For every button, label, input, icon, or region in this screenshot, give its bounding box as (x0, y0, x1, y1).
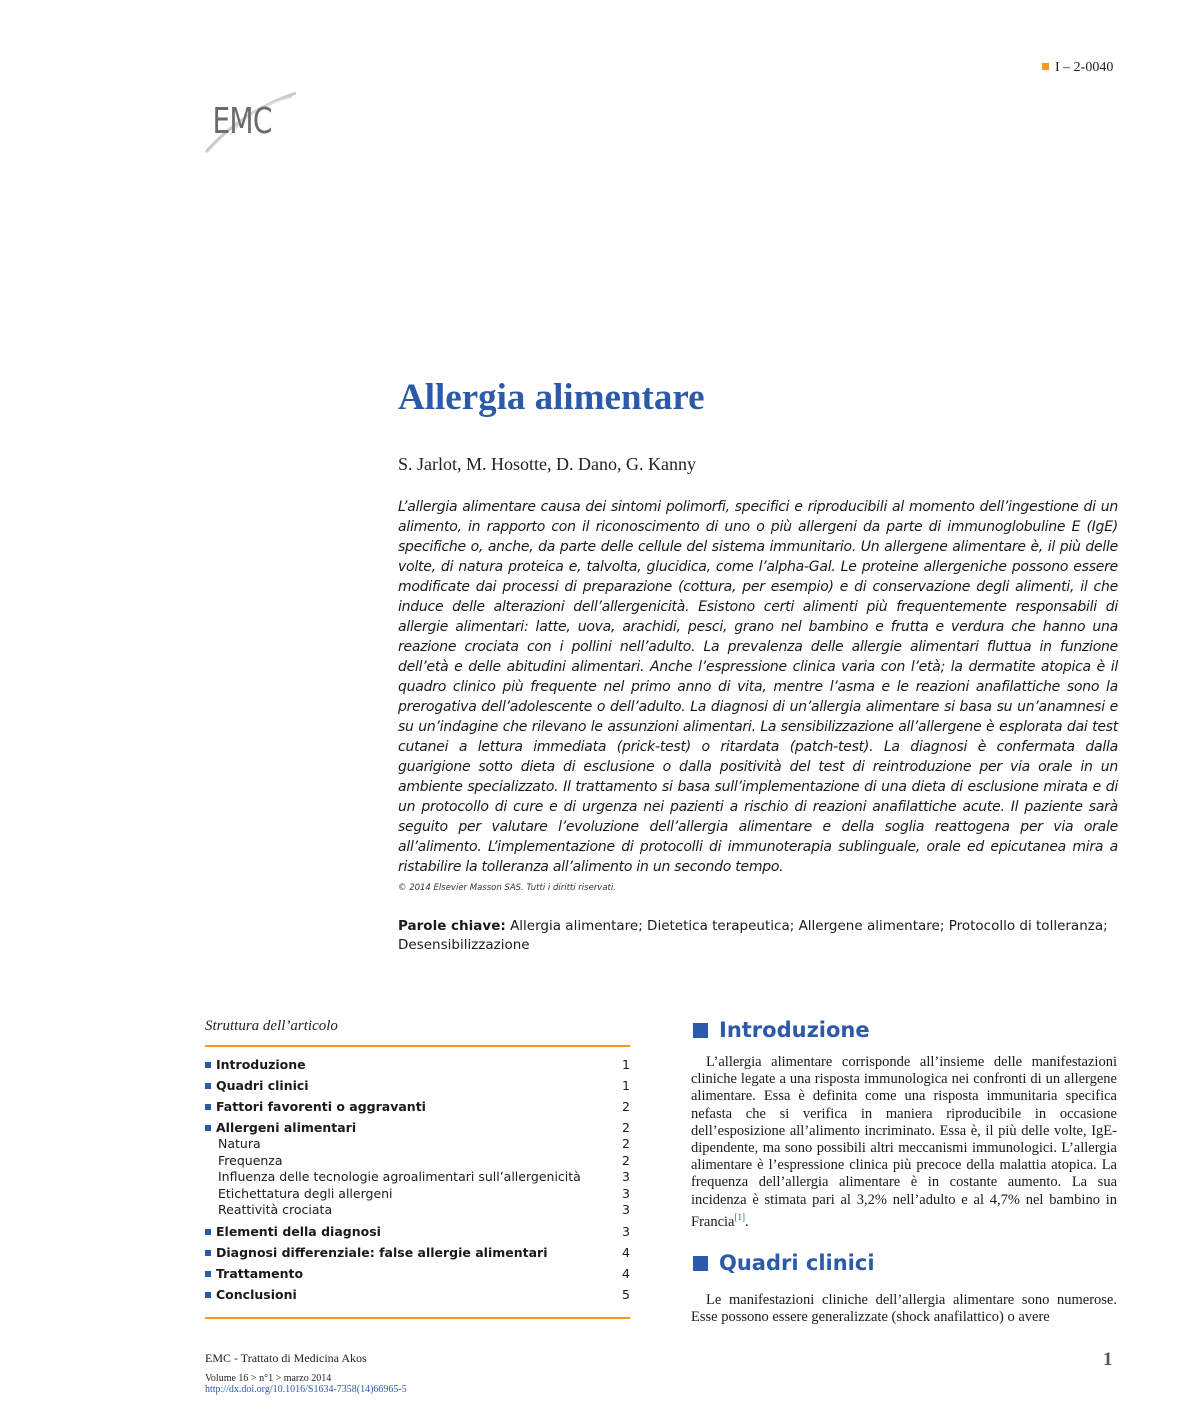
blue-square-icon (205, 1125, 211, 1131)
toc-item[interactable] (205, 1136, 630, 1153)
toc-item[interactable] (205, 1169, 630, 1186)
toc-item-page: 1 (622, 1078, 630, 1093)
section-heading-introduzione: Introduzione (693, 1018, 870, 1042)
toc-item-page: 3 (622, 1223, 630, 1239)
toc-item-label: Conclusioni (216, 1286, 297, 1302)
toc-item-page: 3 (622, 1169, 630, 1184)
toc-item[interactable] (205, 1099, 630, 1115)
toc-item-label: Reattività crociata (218, 1202, 333, 1217)
blue-square-icon (205, 1229, 211, 1235)
blue-square-icon (205, 1083, 211, 1089)
toc-item-page: 3 (622, 1185, 630, 1201)
footer-volume-doi: Volume 16 > n°1 > marzo 2014 http://dx.doi.org/10.1016/S1634-7358(14)66965-5 (205, 1373, 407, 1395)
toc-item[interactable] (205, 1266, 630, 1282)
copyright-notice: © 2014 Elsevier Masson SAS. Tutti i diritti riservati. (398, 883, 616, 893)
toc-item-page: 4 (622, 1244, 630, 1260)
structure-title: Struttura dell’articolo (205, 1018, 338, 1034)
structure-top-rule (205, 1045, 630, 1047)
toc-item-label: Allergeni alimentari (216, 1120, 357, 1135)
toc-item-page: 2 (622, 1152, 630, 1168)
emc-logo (200, 75, 300, 155)
blue-square-icon (693, 1256, 708, 1271)
blue-square-icon (205, 1104, 211, 1110)
article-title: Allergia alimentare (398, 377, 705, 418)
keywords: Parole chiave: Allergia alimentare; Dietetica terapeutica; Allergene alimentare; Protocollo di tolleranza; Desensibilizzazione (398, 918, 1108, 953)
toc-item-label: Etichettatura degli allergeni (218, 1185, 393, 1201)
toc-item-label: Elementi della diagnosi (216, 1223, 381, 1239)
structure-bottom-rule (205, 1317, 630, 1319)
blue-square-icon (205, 1250, 211, 1256)
blue-square-icon (205, 1271, 211, 1277)
toc-item[interactable] (205, 1120, 630, 1136)
toc-item-label: Quadri clinici (216, 1078, 309, 1093)
blue-square-icon (205, 1062, 211, 1068)
toc-item-page: 2 (622, 1136, 630, 1151)
toc-item-label: Diagnosi differenziale: false allergie alimentari (216, 1244, 548, 1260)
doi-link[interactable]: http://dx.doi.org/10.1016/S1634-7358(14)66965-5 (205, 1384, 407, 1395)
article-code: I – 2-0040 (1042, 60, 1113, 76)
blue-square-icon (693, 1023, 708, 1038)
blue-square-icon (205, 1292, 211, 1298)
toc-item[interactable] (205, 1245, 630, 1261)
toc-item[interactable] (205, 1186, 630, 1203)
toc-item-page: 2 (622, 1120, 630, 1135)
toc-item-page: 5 (622, 1286, 630, 1302)
toc-item-page: 2 (622, 1099, 630, 1114)
toc-item-label: Trattamento (216, 1265, 304, 1281)
footer-journal: EMC - Trattato di Medicina Akos (205, 1351, 367, 1365)
toc-item[interactable] (205, 1057, 630, 1073)
page-number: 1 (1103, 1349, 1113, 1370)
toc-item-page: 4 (622, 1265, 630, 1281)
article-abstract: L’allergia alimentare causa dei sintomi polimorfi, specifici e riproducibili al momento dell’ingestione di un alimento, in rapporto con il riconoscimento di uno o più allergeni da parte di immunoglobuline E (IgE) specifiche o, anche, da parte delle cellule del sistema immunitario. Un allergene alimentare è, il più delle volte, di natura proteica e, talvolta, glucidica, come l’alpha-Gal. Le proteine allergeniche possono essere modificate dai processi di preparazione (cottura, per esempio) e di conservazione degli alimenti, il che induce delle alterazioni dell’allergenicità. Esistono certi alimenti più frequentemente responsabili di allergie alimentari: latte, uova, arachidi, pesci, grano nel bambino e frutta e verdura che hanno una reazione crociata con i pollini nell’adulto. La prevalenza delle allergie alimentari fluttua in funzione dell’età e delle abitudini alimentari. Anche l’espressione clinica varia con l’età; la dermatite atopica è il quadro clinico più frequente nel primo anno di vita, mentre l’asma e le reazioni anafilattiche sono la prerogativa dell’adolescente o dell’adulto. La diagnosi di un’allergia alimentare si basa su un’anamnesi e su un’indagine che rilevano le assunzioni alimentari. La sensibilizzazione all’allergene è esplorata dai test cutanei a lettura immediata (prick-test) o ritardata (patch-test). La diagnosi è confermata dalla guarigione sotto dieta di esclusione o dalla positività del test di reintroduzione per via orale in un ambiente specializzato. Il trattamento si basa sull’implementazione di una dieta di esclusione mirata e di un protocollo di cure e di urgenza nei pazienti a rischio di reazioni anafilattiche acute. Il paziente sarà seguito per valutare l’evoluzione dell’allergia alimentare e della soglia reattogena per via orale all’alimento. L’implementazione di protocolli di immunoterapia sublinguale, orale ed epicutanea mira a ristabilire la tolleranza all’alimento in un secondo tempo. (398, 499, 1118, 875)
paragraph-quadri-clinici: Le manifestazioni cliniche dell’allergia alimentare sono numerose. Esse possono essere generalizzate (shock anafilattico) o avere (691, 1292, 1117, 1326)
toc-item[interactable] (205, 1153, 630, 1170)
toc-item-page: 3 (622, 1202, 630, 1217)
toc-item[interactable] (205, 1202, 630, 1219)
table-of-contents (205, 1057, 630, 1303)
toc-item[interactable] (205, 1287, 630, 1303)
article-authors: S. Jarlot, M. Hosotte, D. Dano, G. Kanny (398, 454, 696, 474)
toc-item-label: Natura (218, 1136, 261, 1151)
citation-link[interactable]: [1] (734, 1211, 745, 1222)
toc-item-label: Influenza delle tecnologie agroalimentari sull’allergenicità (218, 1169, 581, 1184)
toc-item[interactable] (205, 1224, 630, 1240)
toc-item-label: Fattori favorenti o aggravanti (216, 1099, 426, 1114)
toc-item-page: 1 (622, 1057, 630, 1072)
section-heading-quadri-clinici: Quadri clinici (693, 1251, 875, 1275)
toc-item[interactable] (205, 1078, 630, 1094)
svg-text:EMC: EMC (212, 99, 272, 142)
toc-item-label: Frequenza (218, 1152, 283, 1168)
toc-item-label: Introduzione (216, 1057, 306, 1072)
orange-square-icon (1042, 63, 1049, 70)
paragraph-introduzione: L’allergia alimentare corrisponde all’insieme delle manifestazioni cliniche legate a una risposta immunologica nei confronti di un allergene alimentare. Essa è definita come una risposta immunitaria specifica nefasta che si verifica in maniera riproducibile in occasione dell’esposizione all’alimento incriminato. Essa è, il più delle volte, IgE-dipendente, ma sono possibili altri meccanismi immunologici. L’allergia alimentare è l’espressione clinica più precoce della malattia atopica. La frequenza dell’allergia alimentare è in costante aumento. La sua incidenza è stimata pari al 3,2% nell’adulto e al 4,7% nel bambino in Francia[1]. (691, 1054, 1117, 1230)
